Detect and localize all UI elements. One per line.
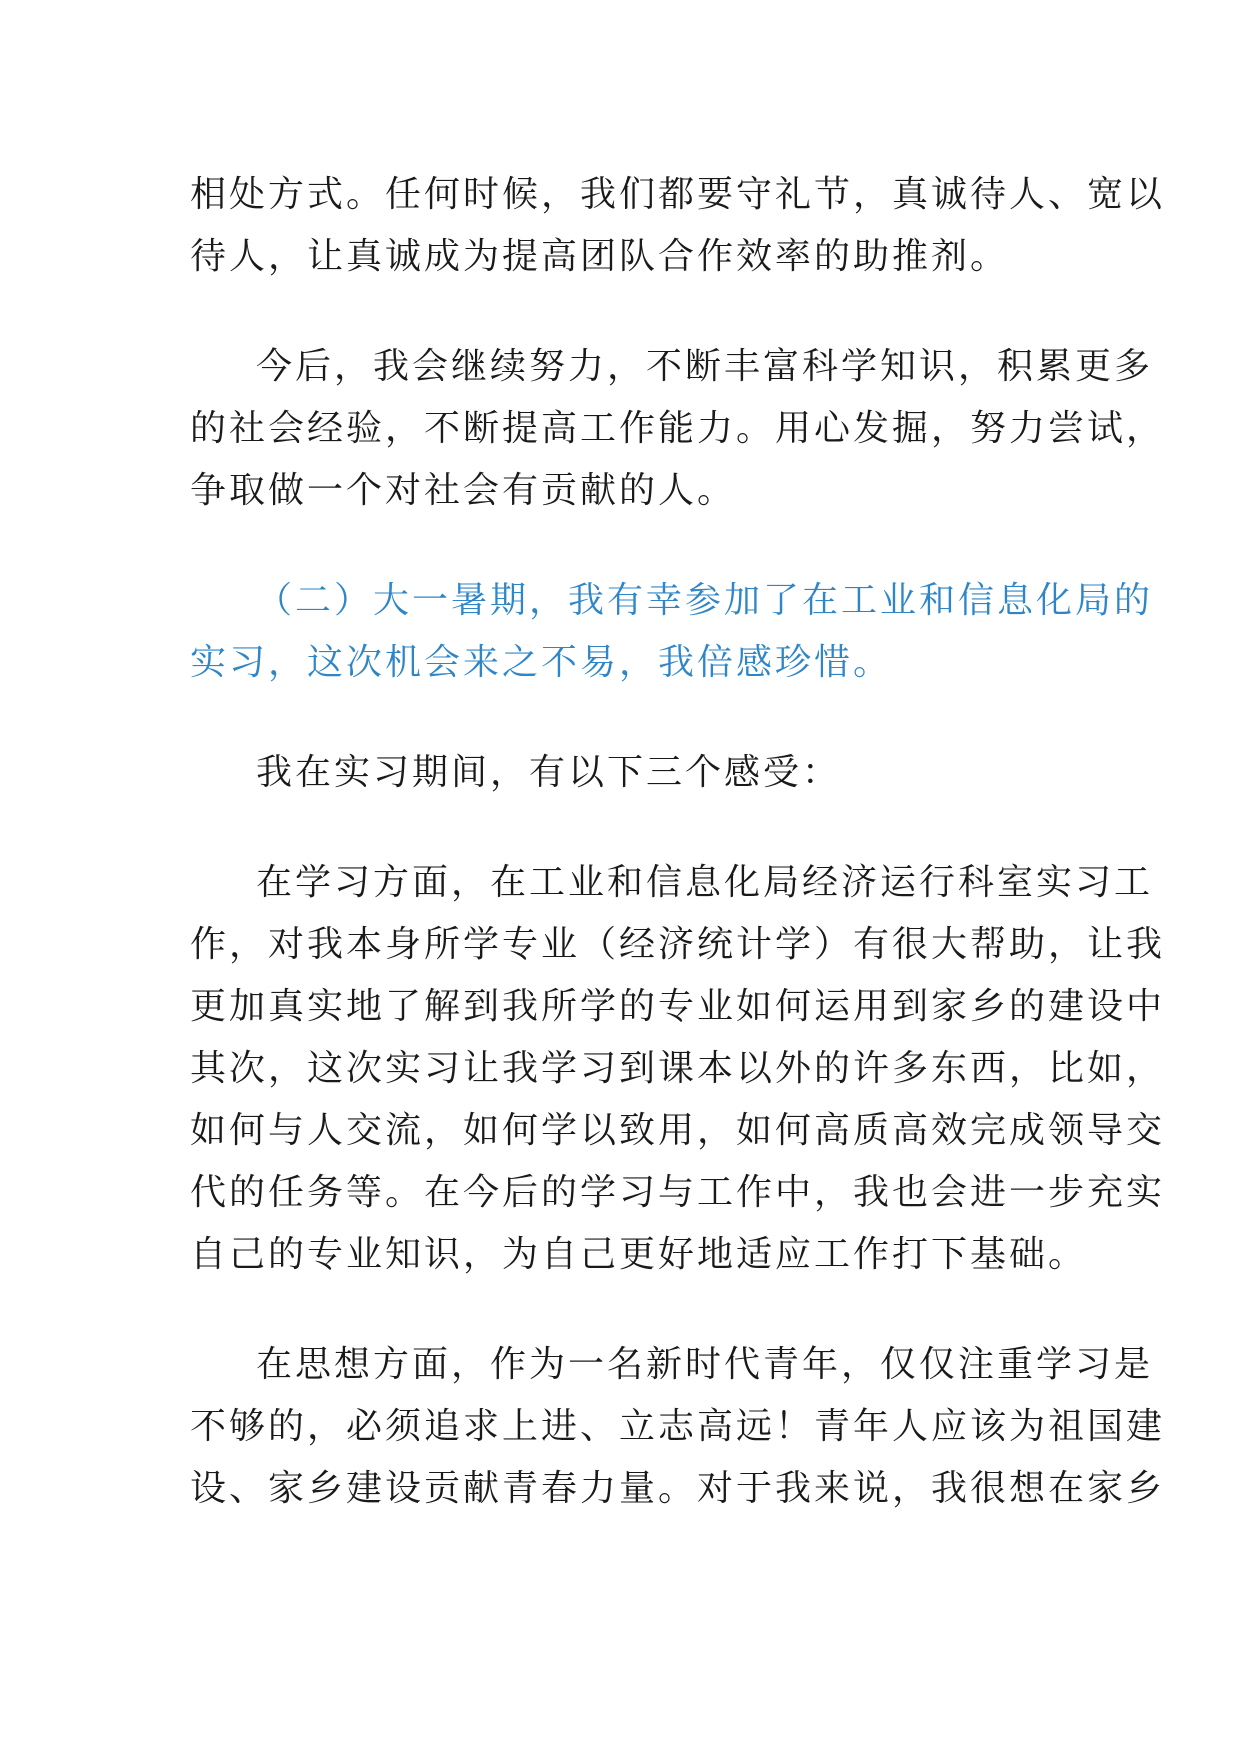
text-line: 我在实习期间，有以下三个感受： [256, 752, 842, 793]
text-line: 其次，这次实习让我学习到课本以外的许多东西，比如， [190, 1048, 1166, 1089]
text-line: 作，对我本身所学专业（经济统计学）有很大帮助，让我 [190, 924, 1166, 965]
document-body [190, 164, 1166, 1568]
text-line: 更加真实地了解到我所学的专业如何运用到家乡的建设中 [190, 986, 1166, 1027]
paragraph [190, 742, 1060, 804]
paragraph [190, 164, 1166, 288]
paragraph [190, 1334, 1166, 1520]
paragraph [190, 852, 1166, 1286]
text-line: 的社会经验，不断提高工作能力。用心发掘，努力尝试， [190, 408, 1166, 449]
text-line: 争取做一个对社会有贡献的人。 [190, 470, 737, 511]
text-line: 设、家乡建设贡献青春力量。对于我来说，我很想在家乡 [190, 1468, 1166, 1509]
text-line: 如何与人交流，如何学以致用，如何高质高效完成领导交 [190, 1110, 1166, 1151]
text-line: （二）大一暑期，我有幸参加了在工业和信息化局的 [256, 580, 1154, 621]
text-line: 在学习方面，在工业和信息化局经济运行科室实习工 [256, 862, 1154, 903]
text-line: 自己的专业知识，为自己更好地适应工作打下基础。 [190, 1234, 1088, 1275]
text-line: 代的任务等。在今后的学习与工作中，我也会进一步充实 [190, 1172, 1166, 1213]
text-line: 今后，我会继续努力，不断丰富科学知识，积累更多 [256, 346, 1154, 387]
text-line: 待人，让真诚成为提高团队合作效率的助推剂。 [190, 236, 1010, 277]
paragraph [190, 336, 1166, 522]
text-line: 实习，这次机会来之不易，我倍感珍惜。 [190, 642, 893, 683]
text-line: 相处方式。任何时候，我们都要守礼节，真诚待人、宽以 [190, 174, 1166, 215]
section-heading [190, 570, 1154, 694]
text-line: 在思想方面，作为一名新时代青年，仅仅注重学习是 [256, 1344, 1154, 1385]
text-line: 不够的，必须追求上进、立志高远！青年人应该为祖国建 [190, 1406, 1166, 1447]
